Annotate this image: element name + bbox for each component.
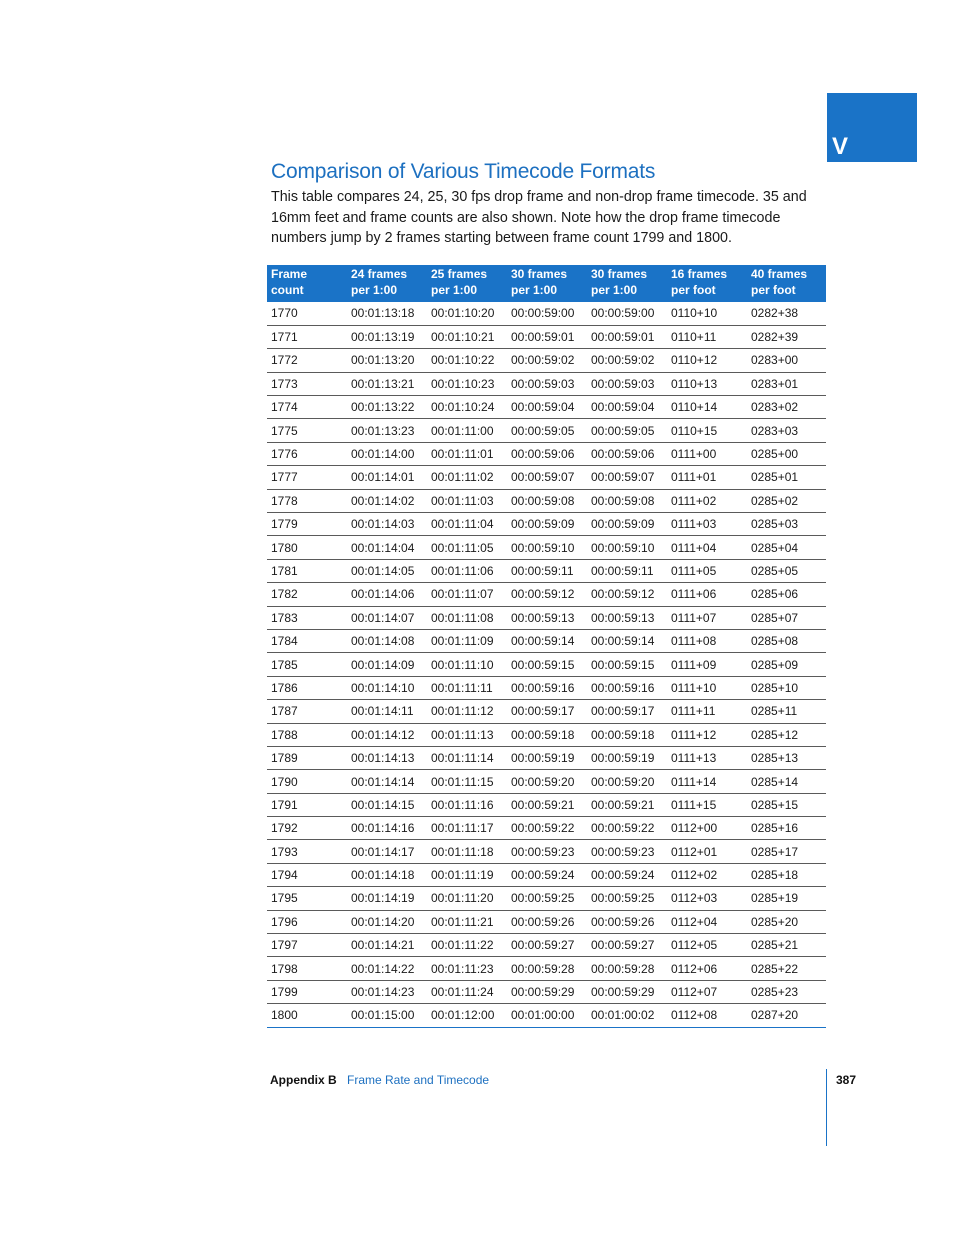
- column-header-line: 40 frames: [751, 267, 808, 281]
- table-cell: 00:01:11:15: [427, 770, 507, 793]
- table-cell: 0282+39: [747, 325, 826, 348]
- table-cell: 1790: [267, 770, 347, 793]
- table-cell: 1800: [267, 1004, 347, 1027]
- table-cell: 00:01:13:19: [347, 325, 427, 348]
- table-row: [267, 349, 826, 372]
- table-cell: 00:00:59:11: [587, 559, 667, 582]
- table-cell: 00:01:11:13: [427, 723, 507, 746]
- table-cell: 00:01:14:00: [347, 442, 427, 465]
- chapter-tab: V: [827, 93, 917, 162]
- table-cell: 00:00:59:23: [507, 840, 587, 863]
- table-cell: 0285+15: [747, 793, 826, 816]
- table-cell: 00:01:11:02: [427, 466, 507, 489]
- table-cell: 00:01:14:19: [347, 887, 427, 910]
- table-cell: 0285+08: [747, 629, 826, 652]
- table-cell: 0112+05: [667, 934, 747, 957]
- table-cell: 1774: [267, 396, 347, 419]
- column-header-line: per 1:00: [431, 283, 478, 297]
- table-cell: 00:00:59:19: [507, 746, 587, 769]
- footer-divider: [826, 1069, 827, 1146]
- column-header-line: 30 frames: [511, 267, 568, 281]
- table-row: [267, 887, 826, 910]
- table-cell: 0285+18: [747, 863, 826, 886]
- table-cell: 00:00:59:14: [587, 629, 667, 652]
- table-cell: 00:00:59:29: [507, 980, 587, 1003]
- table-cell: 0285+07: [747, 606, 826, 629]
- table-cell: 00:01:11:09: [427, 629, 507, 652]
- table-cell: 0112+00: [667, 817, 747, 840]
- table-cell: 00:00:59:03: [507, 372, 587, 395]
- table-cell: 1775: [267, 419, 347, 442]
- table-row: [267, 489, 826, 512]
- table-cell: 0111+08: [667, 629, 747, 652]
- table-cell: 0285+14: [747, 770, 826, 793]
- table-cell: 00:00:59:28: [507, 957, 587, 980]
- table-row: [267, 419, 826, 442]
- table-cell: 00:00:59:07: [507, 466, 587, 489]
- table-cell: 00:00:59:18: [587, 723, 667, 746]
- table-cell: 00:01:14:12: [347, 723, 427, 746]
- table-cell: 0285+22: [747, 957, 826, 980]
- table-cell: 00:00:59:27: [587, 934, 667, 957]
- table-cell: 00:01:13:18: [347, 302, 427, 325]
- table-cell: 0111+04: [667, 536, 747, 559]
- table-cell: 0111+10: [667, 676, 747, 699]
- table-cell: 00:01:14:09: [347, 653, 427, 676]
- header-row: [267, 265, 826, 302]
- table-cell: 00:01:13:22: [347, 396, 427, 419]
- table-cell: 00:00:59:25: [587, 887, 667, 910]
- table-cell: 00:00:59:09: [507, 513, 587, 536]
- table-cell: 1796: [267, 910, 347, 933]
- column-header: [747, 265, 826, 302]
- column-header-line: 30 frames: [591, 267, 648, 281]
- table-cell: 00:01:14:06: [347, 583, 427, 606]
- table-row: [267, 372, 826, 395]
- table-cell: 00:01:10:24: [427, 396, 507, 419]
- table-cell: 00:01:11:21: [427, 910, 507, 933]
- table-cell: 00:00:59:21: [587, 793, 667, 816]
- table-cell: 1795: [267, 887, 347, 910]
- table-cell: 0287+20: [747, 1004, 826, 1027]
- table-cell: 1791: [267, 793, 347, 816]
- table-cell: 00:01:14:05: [347, 559, 427, 582]
- table-cell: 0112+02: [667, 863, 747, 886]
- table-cell: 00:00:59:02: [587, 349, 667, 372]
- table-cell: 00:01:14:10: [347, 676, 427, 699]
- table-cell: 00:00:59:18: [507, 723, 587, 746]
- table-cell: 00:01:10:21: [427, 325, 507, 348]
- table-cell: 00:01:11:00: [427, 419, 507, 442]
- table-cell: 00:00:59:15: [507, 653, 587, 676]
- table-cell: 00:00:59:23: [587, 840, 667, 863]
- table-cell: 00:01:14:08: [347, 629, 427, 652]
- table-row: [267, 746, 826, 769]
- table-cell: 00:01:13:21: [347, 372, 427, 395]
- table-cell: 0285+19: [747, 887, 826, 910]
- table-cell: 00:01:11:19: [427, 863, 507, 886]
- table-row: [267, 723, 826, 746]
- table-cell: 00:01:11:24: [427, 980, 507, 1003]
- table-cell: 0111+05: [667, 559, 747, 582]
- table-row: [267, 770, 826, 793]
- table-cell: 0285+11: [747, 700, 826, 723]
- column-header-line: 16 frames: [671, 267, 728, 281]
- table-row: [267, 653, 826, 676]
- column-header: [507, 265, 587, 302]
- table-cell: 1789: [267, 746, 347, 769]
- table-cell: 00:01:11:12: [427, 700, 507, 723]
- table-cell: 0285+10: [747, 676, 826, 699]
- table-cell: 00:01:14:03: [347, 513, 427, 536]
- table-cell: 00:01:11:16: [427, 793, 507, 816]
- table-cell: 0111+02: [667, 489, 747, 512]
- table-cell: 1799: [267, 980, 347, 1003]
- table-cell: 00:01:11:20: [427, 887, 507, 910]
- table-cell: 00:01:11:17: [427, 817, 507, 840]
- column-header-line: count: [271, 283, 304, 297]
- table-row: [267, 629, 826, 652]
- table-row: [267, 910, 826, 933]
- table-cell: 1771: [267, 325, 347, 348]
- table-cell: 1776: [267, 442, 347, 465]
- table-cell: 0111+09: [667, 653, 747, 676]
- table-header: [267, 265, 826, 302]
- table-body: [267, 302, 826, 1027]
- table-cell: 0112+06: [667, 957, 747, 980]
- table-cell: 0110+10: [667, 302, 747, 325]
- table-cell: 0112+08: [667, 1004, 747, 1027]
- table-cell: 00:01:14:13: [347, 746, 427, 769]
- column-header-line: Frame: [271, 267, 308, 281]
- table-cell: 00:00:59:11: [507, 559, 587, 582]
- table-cell: 00:01:10:20: [427, 302, 507, 325]
- table-cell: 00:00:59:10: [587, 536, 667, 559]
- table-cell: 00:00:59:14: [507, 629, 587, 652]
- table-cell: 00:01:14:17: [347, 840, 427, 863]
- table-row: [267, 396, 826, 419]
- table-cell: 00:01:14:16: [347, 817, 427, 840]
- table-cell: 00:00:59:25: [507, 887, 587, 910]
- table-cell: 0112+01: [667, 840, 747, 863]
- table-cell: 1787: [267, 700, 347, 723]
- table-cell: 00:00:59:03: [587, 372, 667, 395]
- table-row: [267, 957, 826, 980]
- table-cell: 00:00:59:08: [507, 489, 587, 512]
- table-cell: 1779: [267, 513, 347, 536]
- table-cell: 00:01:14:04: [347, 536, 427, 559]
- page-title: Comparison of Various Timecode Formats: [271, 160, 656, 183]
- table-cell: 0111+00: [667, 442, 747, 465]
- table-cell: 1782: [267, 583, 347, 606]
- table-cell: 00:00:59:12: [507, 583, 587, 606]
- table-cell: 0285+01: [747, 466, 826, 489]
- table-cell: 00:01:14:11: [347, 700, 427, 723]
- table-cell: 0283+00: [747, 349, 826, 372]
- table-cell: 0111+06: [667, 583, 747, 606]
- table-cell: 00:01:11:22: [427, 934, 507, 957]
- table-cell: 00:01:11:01: [427, 442, 507, 465]
- table-cell: 0285+13: [747, 746, 826, 769]
- table-cell: 00:00:59:01: [587, 325, 667, 348]
- table-cell: 00:00:59:26: [587, 910, 667, 933]
- table-cell: 0110+12: [667, 349, 747, 372]
- footer-chapter-link[interactable]: Frame Rate and Timecode: [347, 1073, 490, 1087]
- table-cell: 00:00:59:17: [587, 700, 667, 723]
- table-cell: 0285+23: [747, 980, 826, 1003]
- table-cell: 00:01:11:05: [427, 536, 507, 559]
- column-header-line: per foot: [671, 283, 716, 297]
- table-cell: 00:00:59:22: [587, 817, 667, 840]
- table-cell: 00:00:59:20: [587, 770, 667, 793]
- table-cell: 1793: [267, 840, 347, 863]
- table-cell: 0283+02: [747, 396, 826, 419]
- column-header-line: per foot: [751, 283, 796, 297]
- page-number: 387: [836, 1073, 857, 1087]
- table-cell: 00:01:14:15: [347, 793, 427, 816]
- table-cell: 00:00:59:04: [507, 396, 587, 419]
- table-cell: 00:00:59:16: [507, 676, 587, 699]
- table-row: [267, 536, 826, 559]
- table-cell: 00:00:59:17: [507, 700, 587, 723]
- table-row: [267, 980, 826, 1003]
- table-cell: 1778: [267, 489, 347, 512]
- table-cell: 0111+01: [667, 466, 747, 489]
- table-cell: 00:00:59:21: [507, 793, 587, 816]
- table-row: [267, 325, 826, 348]
- table-row: [267, 442, 826, 465]
- column-header: [267, 265, 347, 302]
- table-cell: 00:01:14:21: [347, 934, 427, 957]
- table-cell: 00:01:11:06: [427, 559, 507, 582]
- table-cell: 00:00:59:24: [587, 863, 667, 886]
- table-row: [267, 840, 826, 863]
- table-cell: 0285+00: [747, 442, 826, 465]
- table-cell: 0283+01: [747, 372, 826, 395]
- table-cell: 00:01:11:04: [427, 513, 507, 536]
- footer-appendix-label: Appendix B: [270, 1073, 337, 1087]
- table-cell: 00:00:59:20: [507, 770, 587, 793]
- table-cell: 0285+06: [747, 583, 826, 606]
- table-cell: 00:01:14:01: [347, 466, 427, 489]
- column-header-line: 24 frames: [351, 267, 408, 281]
- table-cell: 00:00:59:16: [587, 676, 667, 699]
- table-row: [267, 817, 826, 840]
- table-cell: 00:00:59:07: [587, 466, 667, 489]
- table-cell: 00:01:00:00: [507, 1004, 587, 1027]
- table-cell: 1797: [267, 934, 347, 957]
- table-cell: 0285+03: [747, 513, 826, 536]
- column-header: [347, 265, 427, 302]
- column-header-line: per 1:00: [351, 283, 398, 297]
- table-cell: 1785: [267, 653, 347, 676]
- table-cell: 1798: [267, 957, 347, 980]
- table-cell: 0112+04: [667, 910, 747, 933]
- table-cell: 0112+07: [667, 980, 747, 1003]
- table-cell: 0285+17: [747, 840, 826, 863]
- table-cell: 00:01:11:03: [427, 489, 507, 512]
- table-cell: 00:00:59:19: [587, 746, 667, 769]
- table-cell: 1780: [267, 536, 347, 559]
- table-row: [267, 700, 826, 723]
- table-cell: 0283+03: [747, 419, 826, 442]
- table-cell: 00:01:14:20: [347, 910, 427, 933]
- table-cell: 00:00:59:06: [587, 442, 667, 465]
- table-cell: 0110+13: [667, 372, 747, 395]
- table-row: [267, 606, 826, 629]
- table-cell: 0285+05: [747, 559, 826, 582]
- table-cell: 1786: [267, 676, 347, 699]
- table-cell: 00:00:59:00: [507, 302, 587, 325]
- table-cell: 0111+14: [667, 770, 747, 793]
- column-header-line: 25 frames: [431, 267, 488, 281]
- table-cell: 0112+03: [667, 887, 747, 910]
- table-cell: 00:00:59:26: [507, 910, 587, 933]
- table-cell: 00:01:14:02: [347, 489, 427, 512]
- table-cell: 00:00:59:24: [507, 863, 587, 886]
- column-header: [587, 265, 667, 302]
- table-cell: 00:01:11:07: [427, 583, 507, 606]
- table-cell: 00:00:59:05: [507, 419, 587, 442]
- table-row: [267, 676, 826, 699]
- column-header-line: per 1:00: [511, 283, 558, 297]
- table-cell: 00:01:11:08: [427, 606, 507, 629]
- table-cell: 00:01:10:23: [427, 372, 507, 395]
- table-cell: 00:01:12:00: [427, 1004, 507, 1027]
- table-cell: 1788: [267, 723, 347, 746]
- table-cell: 0111+11: [667, 700, 747, 723]
- table-cell: 00:00:59:12: [587, 583, 667, 606]
- table-cell: 00:01:11:11: [427, 676, 507, 699]
- table-cell: 00:01:10:22: [427, 349, 507, 372]
- table-row: [267, 793, 826, 816]
- table-cell: 00:01:14:07: [347, 606, 427, 629]
- table-cell: 0285+04: [747, 536, 826, 559]
- table-cell: 1770: [267, 302, 347, 325]
- table-cell: 0285+02: [747, 489, 826, 512]
- table-cell: 0111+13: [667, 746, 747, 769]
- table-cell: 1781: [267, 559, 347, 582]
- table-cell: 00:00:59:13: [587, 606, 667, 629]
- table-row: [267, 466, 826, 489]
- table-cell: 00:00:59:08: [587, 489, 667, 512]
- table-cell: 0285+21: [747, 934, 826, 957]
- table-cell: 00:00:59:28: [587, 957, 667, 980]
- table-cell: 00:00:59:02: [507, 349, 587, 372]
- table-cell: 00:00:59:00: [587, 302, 667, 325]
- table-cell: 00:01:11:10: [427, 653, 507, 676]
- table-cell: 0111+03: [667, 513, 747, 536]
- table-row: [267, 1004, 826, 1027]
- table-cell: 00:01:13:20: [347, 349, 427, 372]
- timecode-table: [267, 265, 826, 1028]
- table-cell: 1784: [267, 629, 347, 652]
- table-cell: 0110+14: [667, 396, 747, 419]
- table-cell: 00:00:59:27: [507, 934, 587, 957]
- table-cell: 00:00:59:10: [507, 536, 587, 559]
- table-cell: 0110+15: [667, 419, 747, 442]
- table-row: [267, 934, 826, 957]
- table-cell: 1783: [267, 606, 347, 629]
- table-cell: 00:01:14:18: [347, 863, 427, 886]
- table-cell: 00:00:59:01: [507, 325, 587, 348]
- table-cell: 00:00:59:09: [587, 513, 667, 536]
- table-cell: 00:01:15:00: [347, 1004, 427, 1027]
- table-cell: 0110+11: [667, 325, 747, 348]
- table-cell: 1777: [267, 466, 347, 489]
- table-cell: 00:00:59:06: [507, 442, 587, 465]
- table-row: [267, 863, 826, 886]
- table-cell: 00:01:11:18: [427, 840, 507, 863]
- column-header-line: per 1:00: [591, 283, 638, 297]
- table-cell: 00:01:11:23: [427, 957, 507, 980]
- table-cell: 00:01:11:14: [427, 746, 507, 769]
- table-cell: 00:01:00:02: [587, 1004, 667, 1027]
- column-header: [427, 265, 507, 302]
- table-row: [267, 302, 826, 325]
- intro-paragraph: This table compares 24, 25, 30 fps drop frame and non-drop frame timecode. 35 and 16mm feet and frame counts are also shown. Note how the drop frame timecode numbers jump by 2 frames starting between frame count 1799 and 1800.: [271, 189, 807, 247]
- table-cell: 00:01:14:23: [347, 980, 427, 1003]
- table-cell: 00:01:13:23: [347, 419, 427, 442]
- table-cell: 00:00:59:05: [587, 419, 667, 442]
- table-cell: 0285+09: [747, 653, 826, 676]
- table-row: [267, 559, 826, 582]
- table-cell: 00:00:59:22: [507, 817, 587, 840]
- table-row: [267, 583, 826, 606]
- column-header: [667, 265, 747, 302]
- table-cell: 00:00:59:13: [507, 606, 587, 629]
- table-cell: 0285+20: [747, 910, 826, 933]
- table-row: [267, 513, 826, 536]
- table-cell: 00:00:59:29: [587, 980, 667, 1003]
- table-cell: 1792: [267, 817, 347, 840]
- table-cell: 00:00:59:04: [587, 396, 667, 419]
- table-cell: 00:01:14:14: [347, 770, 427, 793]
- table-cell: 0111+12: [667, 723, 747, 746]
- table-cell: 1794: [267, 863, 347, 886]
- table-cell: 0282+38: [747, 302, 826, 325]
- table-cell: 0285+16: [747, 817, 826, 840]
- table-cell: 00:00:59:15: [587, 653, 667, 676]
- table-cell: 1772: [267, 349, 347, 372]
- table-cell: 0111+15: [667, 793, 747, 816]
- table-cell: 00:01:14:22: [347, 957, 427, 980]
- table-cell: 1773: [267, 372, 347, 395]
- table-cell: 0111+07: [667, 606, 747, 629]
- table-cell: 0285+12: [747, 723, 826, 746]
